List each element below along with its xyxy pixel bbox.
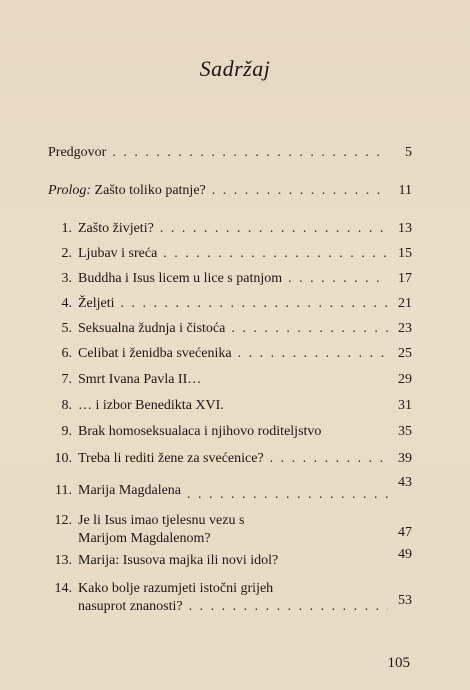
entry-title: Kako bolje razumjeti istočni grijeh [78,581,274,596]
entry-title: Treba li rediti žene za svećenice? [78,451,264,466]
toc-entry-5 [48,320,412,338]
toc-title: Sadržaj [199,56,271,81]
entry-number: 9. [61,424,72,439]
toc-entry-prolog [48,182,412,200]
toc-entry-12 [48,512,412,548]
entry-page: 39 [398,451,412,466]
leader-dots [238,345,388,363]
entry-number: 2. [61,246,72,261]
leader-dots [112,144,388,162]
entry-title: … i izbor Benedikta XVI. [78,398,224,413]
entry-title: Željeti [78,296,115,311]
prolog-title: Zašto toliko patnje? [91,183,206,198]
leader-dots [189,598,388,616]
entry-title: Brak homoseksualaca i njihovo roditeljstvo [78,424,322,439]
entry-title: Je li Isus imao tjelesnu vezu s [78,513,245,528]
toc-entry-4 [48,295,412,313]
leader-dots [231,320,388,338]
toc-entry-9 [48,423,412,441]
entry-title: Seksualna žudnja i čistoća [78,321,226,336]
toc-entry-11 [48,475,412,504]
entry-page: 21 [398,296,412,311]
entry-title: Buddha i Isus licem u lice s patnjom [78,271,283,286]
toc-entry-6 [48,345,412,363]
leader-dots [212,182,388,200]
toc-entry-14 [48,580,412,616]
entry-title: Smrt Ivana Pavla II… [78,372,202,387]
entry-page: 31 [398,398,412,413]
prolog-label: Prolog: [48,183,92,198]
leader-dots [163,245,388,263]
entry-page: 29 [398,372,412,387]
entry-title-cont: nasuprot znanosti? [78,599,183,614]
toc-entry-predgovor [48,144,412,162]
page-number: 105 [387,655,410,671]
entry-title: Celibat i ženidba svećenika [78,346,232,361]
toc-entry-1 [48,220,412,238]
leader-dots [160,220,388,238]
entry-title: Predgovor [48,145,107,160]
leader-dots [270,450,388,468]
entry-title: Marija: Isusova majka ili novi idol? [78,553,279,568]
entry-number: 12. [54,513,72,528]
entry-title-cont: Marijom Magdalenom? [78,531,211,546]
entry-number: 4. [61,296,72,311]
entry-number: 14. [54,581,72,596]
entry-number: 13. [54,553,72,568]
entry-title [48,182,206,200]
entry-title: Ljubav i sreća [78,246,158,261]
entry-page: 43 [398,475,412,490]
toc-entry-10 [48,450,412,468]
leader-dots [187,486,388,504]
entry-page: 13 [398,221,412,236]
entry-number: 5. [61,321,72,336]
entry-page: 25 [398,346,412,361]
entry-page: 23 [398,321,412,336]
leader-dots [121,295,388,313]
toc-entry-13 [48,547,412,570]
entry-page: 17 [398,271,412,286]
entry-title: Marija Magdalena [78,483,182,498]
entry-page: 35 [398,424,412,439]
entry-number: 1. [61,221,72,236]
entry-page: 5 [405,145,412,160]
entry-number: 11. [55,483,72,498]
entry-page: 11 [398,183,412,198]
leader-dots [288,270,388,288]
entry-number: 6. [61,346,72,361]
entry-number: 7. [61,372,72,387]
toc-entry-7 [48,371,412,389]
entry-page: 53 [398,593,412,608]
toc-entry-3 [48,270,412,288]
entry-page: 47 [398,525,412,540]
toc-entry-8 [48,397,412,415]
entry-number: 8. [61,398,72,413]
entry-title: Zašto živjeti? [78,221,154,236]
entry-number: 3. [61,271,72,286]
toc-entry-2 [48,245,412,263]
entry-page: 49 [398,547,412,562]
entry-number: 10. [54,451,72,466]
entry-page: 15 [398,246,412,261]
